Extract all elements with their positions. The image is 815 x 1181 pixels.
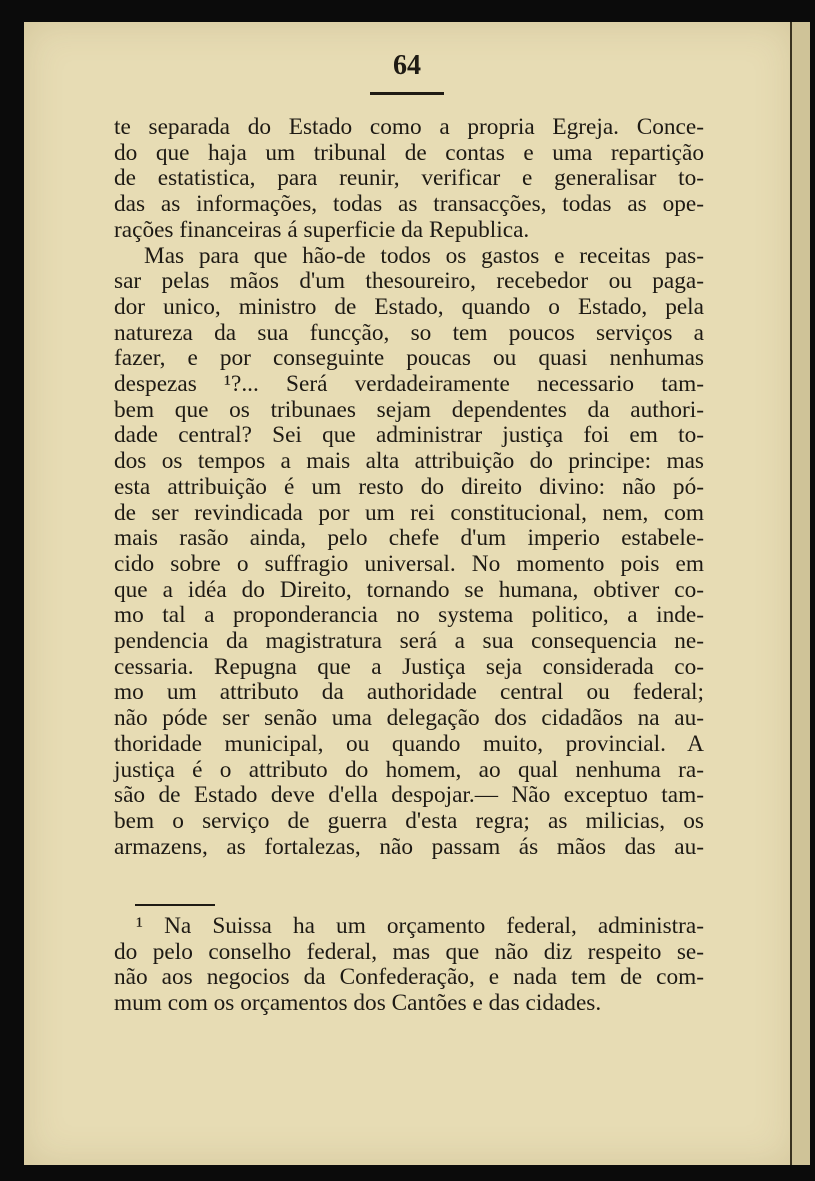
text-line: do que haja um tribunal de contas e uma repartição (114, 139, 704, 166)
text-line: dade central? Sei que administrar justiça foi em to- (114, 422, 704, 449)
text-line: cessaria. Repugna que a Justiça seja considerada co- (114, 653, 704, 680)
footnote-line: não aos negocios da Confederação, e nada tem de com- (114, 964, 704, 991)
text-line: despezas ¹?... Será verdadeiramente necessario tam- (114, 371, 704, 398)
text-line: dor unico, ministro de Estado, quando o Estado, pela (114, 293, 704, 320)
text-line: rações financeiras á superficie da Republica. (114, 216, 530, 243)
page-edge (790, 22, 810, 1165)
text-line: bem que os tribunaes sejam dependentes da authori- (114, 396, 704, 423)
footnote-line: ¹ Na Suissa ha um orçamento federal, administra- (136, 913, 704, 939)
text-line: de estatistica, para reunir, verificar e generalisar to- (114, 165, 704, 192)
text-line: dos os tempos a mais alta attribuição do principe: mas (114, 448, 704, 475)
text-line: mo tal a proponderancia no systema politico, a inde- (114, 602, 704, 629)
footnote (114, 914, 704, 1016)
text-line: não póde ser senão uma delegação dos cidadãos na au- (114, 705, 704, 732)
text-line: justiça é o attributo do homem, ao qual nenhuma ra- (114, 756, 704, 783)
text-line: fazer, e por conseguinte poucas ou quasi nenhumas (114, 345, 704, 372)
text-line: thoridade municipal, ou quando muito, provincial. A (114, 730, 704, 757)
text-line: sar pelas mãos d'um thesoureiro, recebedor ou paga- (114, 268, 704, 295)
page-number-rule (370, 92, 444, 95)
page-number: 64 (393, 50, 421, 81)
text-line: mo um attributo da authoridade central ou federal; (114, 679, 704, 706)
text-line: te separada do Estado como a propria Egreja. Conce- (114, 114, 704, 140)
text-line: das as informações, todas as transacções, todas as ope- (114, 191, 704, 218)
text-line: esta attribuição é um resto do direito divino: não pó- (114, 473, 704, 500)
paragraph-start-line: Mas para que hão-de todos os gastos e receitas pas- (144, 242, 704, 269)
footnote-line: do pelo conselho federal, mas que não diz respeito se- (114, 938, 704, 965)
body-text (114, 115, 704, 860)
text-line: armazens, as fortalezas, não passam ás mãos das au- (114, 833, 704, 860)
footnote-line: mum com os orçamentos dos Cantões e das cidades. (114, 989, 602, 1016)
text-line: bem o serviço de guerra d'esta regra; as milicias, os (114, 807, 704, 834)
text-line: natureza da sua funcção, so tem poucos serviços a (114, 319, 704, 346)
text-line: que a idéa do Direito, tornando se humana, obtiver co- (114, 576, 704, 603)
text-line: mais rasão ainda, pelo chefe d'um imperio estabele- (114, 525, 704, 552)
text-line: pendencia da magistratura será a sua consequencia ne- (114, 628, 704, 655)
footnote-rule (135, 904, 215, 906)
text-line: de ser revindicada por um rei constitucional, nem, com (114, 499, 704, 526)
text-line: cido sobre o suffragio universal. No momento pois em (114, 550, 704, 577)
text-line: são de Estado deve d'ella despojar.— Não exceptuo tam- (114, 782, 704, 809)
